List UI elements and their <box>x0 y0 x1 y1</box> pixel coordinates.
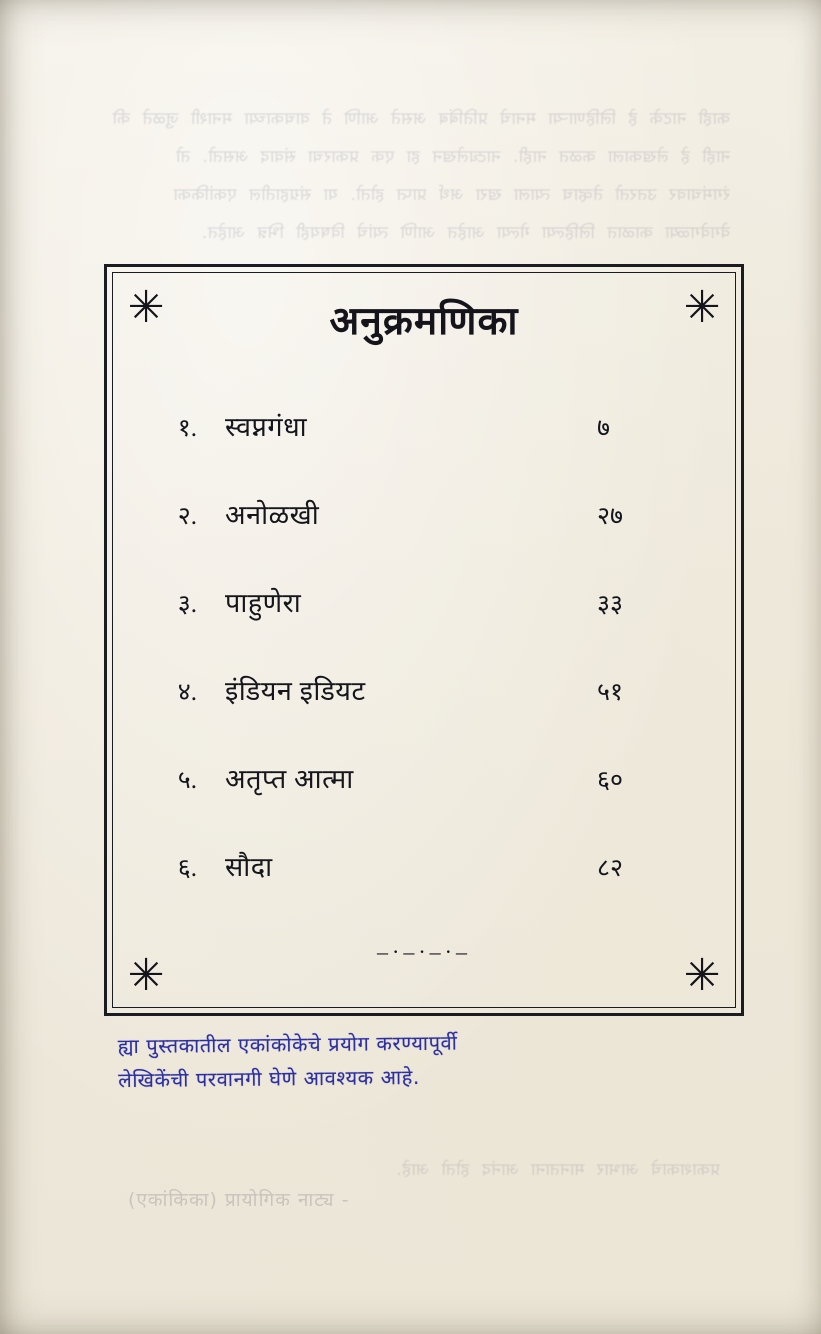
toc-list <box>107 407 741 935</box>
star-ornament-icon: ✳ <box>683 282 721 333</box>
star-ornament-icon: ✳ <box>127 950 165 1001</box>
show-through-text-top: काही नाटके हे लिहिणाऱ्या मनाचे प्रतिबिंब असते आणि ते वाचकाच्या मनाशी जुळते की नाही हे लेखकाला कळत नाही. नाट्यलेखन हा एक प्रकारचा संवाद असतो. तो रंगमंचावर उतरतो तेव्हाच त्याला खरा अर्थ प्राप्त होतो. या संग्रहातील एकांकिका वेगवेगळ्या काळात लिहिल्या गेल्या आहेत आणि त्यांचे विषयही भिन्न आहेत. <box>100 109 730 243</box>
star-ornament-icon: ✳ <box>127 282 165 333</box>
list-item <box>107 671 741 759</box>
star-ornament-icon: ✳ <box>683 950 721 1001</box>
list-item <box>107 847 741 935</box>
toc-entry-number: ४. <box>177 679 197 706</box>
handwritten-note-line-2: लेखिकेंची परवानगी घेणे आवश्यक आहे. <box>118 1064 420 1093</box>
decorative-divider: –·–·–·– <box>377 939 471 964</box>
toc-entry-title: अनोळखी <box>225 500 320 530</box>
list-item <box>107 407 741 495</box>
toc-entry-number: ५. <box>177 767 197 794</box>
toc-entry-title: अतृप्त आत्मा <box>225 764 354 794</box>
toc-entry-page: ८२ <box>597 855 624 882</box>
table-of-contents-box <box>104 264 744 1016</box>
toc-entry-title: स्वप्नगंधा <box>225 412 308 442</box>
toc-entry-page: ६० <box>597 767 624 794</box>
toc-entry-page: ५१ <box>597 679 624 706</box>
pencil-annotation: (एकांकिका) प्रायोगिक नाट्य - <box>128 1189 350 1211</box>
handwritten-note-line-1: ह्या पुस्तकातील एकांकोकेचे प्रयोग करण्यापूर्वी <box>117 1030 458 1059</box>
handwritten-note <box>118 1023 719 1097</box>
toc-entry-page: ३३ <box>597 591 624 618</box>
list-item <box>107 759 741 847</box>
toc-entry-number: ६. <box>177 855 197 882</box>
toc-entry-title: सौदा <box>225 852 273 882</box>
toc-entry-page: ७ <box>597 415 611 442</box>
toc-entry-number: ३. <box>177 591 197 618</box>
toc-entry-page: २७ <box>597 503 624 530</box>
list-item <box>107 583 741 671</box>
page-title: अनुक्रमणिका <box>329 300 519 343</box>
toc-entry-title: इंडियन इडियट <box>225 676 366 706</box>
toc-entry-title: पाहुणेरा <box>225 588 302 618</box>
list-item <box>107 495 741 583</box>
show-through-text-bottom: प्रकाशकाचे आभार मानताना आनंद होतो आहे. <box>395 1160 720 1180</box>
toc-entry-number: २. <box>177 503 197 530</box>
toc-entry-number: १. <box>177 415 197 442</box>
